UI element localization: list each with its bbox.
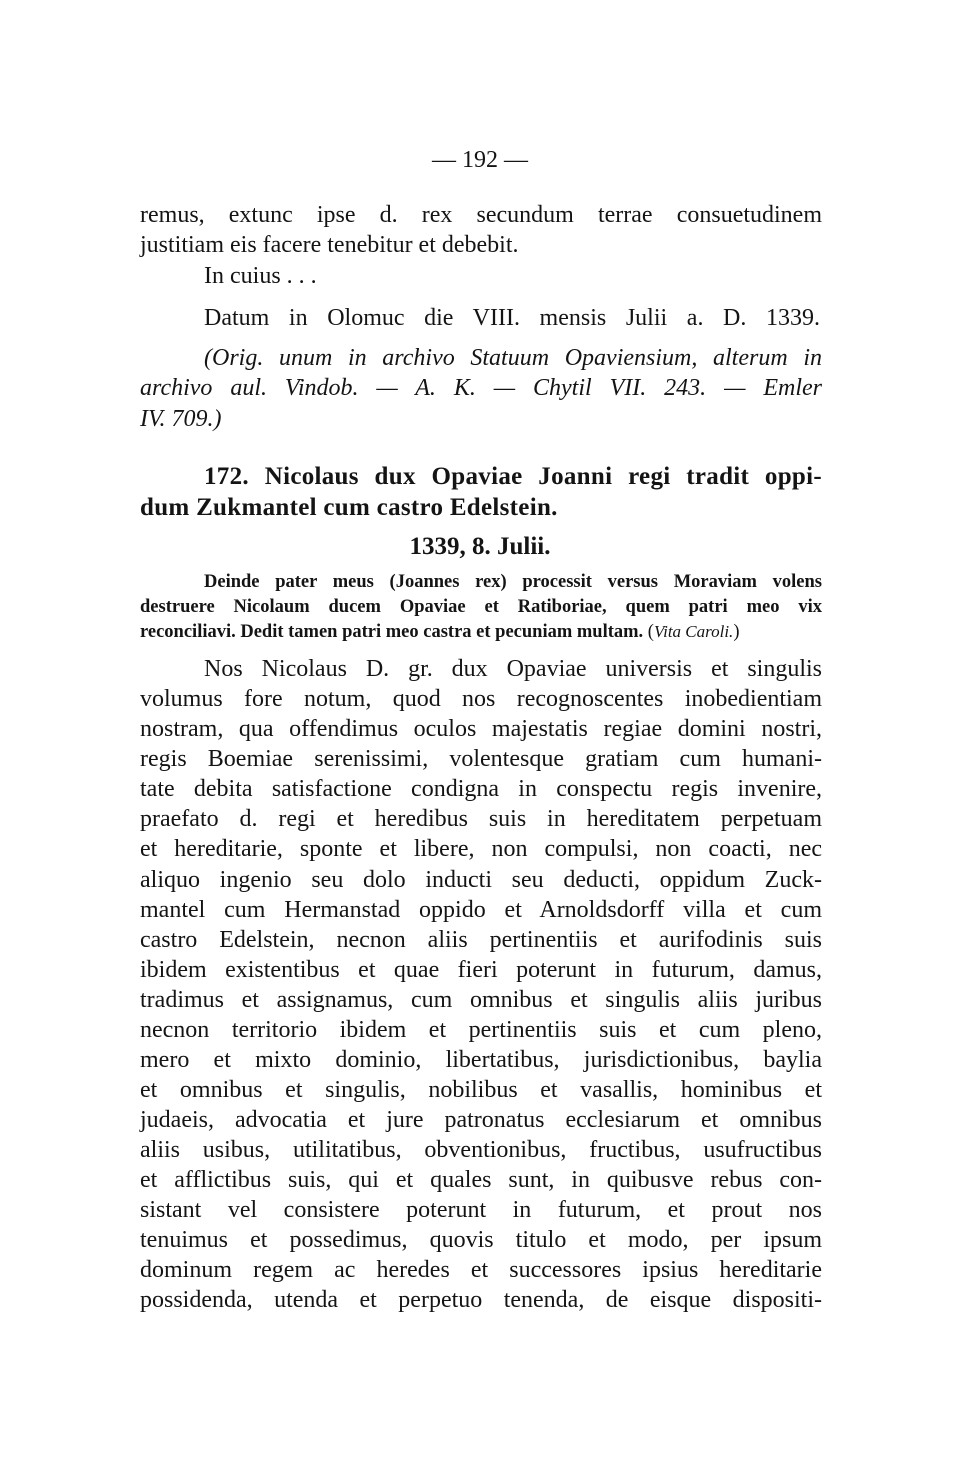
body-line: tenuimus et possedimus, quovis titulo et modo, per ipsum	[140, 1227, 822, 1253]
body-line: nostram, qua offendimus oculos majestatis regiae domini nostri,	[140, 716, 822, 742]
body-line: tradimus et assignamus, cum omnibus et singulis aliis juribus	[140, 987, 822, 1013]
note-source-paren: (	[647, 622, 654, 642]
body-line: volumus fore notum, quod nos recognoscentes inobedientiam	[140, 686, 822, 712]
chronicle-note-text: reconciliavi. Dedit tamen patri meo castra et pecuniam multam.	[140, 622, 644, 642]
chronicle-note-line: Deinde pater meus (Joannes rex) processit versus Moraviam volens	[204, 572, 822, 592]
body-line: Nos Nicolaus D. gr. dux Opaviae universis et singulis	[204, 656, 822, 682]
body-line: mantel cum Hermanstad oppido et Arnoldsdorff villa et cum	[140, 897, 822, 923]
body-line: castro Edelstein, necnon aliis pertinentiis et aurifodinis suis	[140, 927, 822, 953]
body-line: dominum regem ac heredes et successores ipsius hereditarie	[140, 1257, 822, 1283]
body-line: et hereditarie, sponte et libere, non compulsi, non coacti, nec	[140, 836, 822, 862]
chronicle-note-line	[140, 620, 822, 644]
body-line: possidenda, utenda et perpetuo tenenda, de eisque dispositi-	[140, 1287, 822, 1313]
chronicle-note-line: destruere Nicolaum ducem Opaviae et Ratiboriae, quem patri meo vix	[140, 597, 822, 617]
document-heading: dum Zukmantel cum castro Edelstein.	[140, 494, 558, 521]
document-heading: 172. Nicolaus dux Opaviae Joanni regi tradit oppi-	[204, 463, 822, 490]
body-line: aliis usibus, utilitatibus, obventionibus, fructibus, usufructibus	[140, 1137, 822, 1163]
date-line: Datum in Olomuc die VIII. mensis Julii a. D. 1339.	[204, 305, 820, 331]
body-line: judaeis, advocatia et jure patronatus ecclesiarum et omnibus	[140, 1107, 822, 1133]
source-citation: archivo aul. Vindob. — A. K. — Chytil VII. 243. — Emler	[140, 375, 822, 401]
note-source-paren: )	[733, 622, 740, 642]
body-line: et omnibus et singulis, nobilibus et vasallis, hominibus et	[140, 1077, 822, 1103]
body-line: mero et mixto dominio, libertatibus, jurisdictionibus, baylia	[140, 1047, 822, 1073]
body-line: necnon territorio ibidem et pertinentiis suis et cum pleno,	[140, 1017, 822, 1043]
text-line: remus, extunc ipse d. rex secundum terrae consuetudinem	[140, 202, 822, 228]
body-line: tate debita satisfactione condigna in conspectu regis invenire,	[140, 776, 822, 802]
document-date: 1339, 8. Julii.	[409, 533, 551, 560]
body-line: ibidem existentibus et quae fieri poterunt in futurum, damus,	[140, 957, 822, 983]
body-line: praefato d. regi et heredibus suis in hereditatem perpetuam	[140, 806, 822, 832]
text-line: justitiam eis facere tenebitur et debebit.	[140, 232, 519, 258]
text-line: In cuius . . .	[204, 263, 317, 289]
body-line: regis Boemiae serenissimi, volentesque gratiam cum humani-	[140, 746, 822, 772]
body-line: aliquo ingenio seu dolo inducti seu deducti, oppidum Zuck-	[140, 867, 822, 893]
source-citation: (Orig. unum in archivo Statuum Opaviensium, alterum in	[204, 345, 822, 371]
note-source-title: Vita Caroli.	[653, 622, 734, 641]
body-line: et afflictibus suis, qui et quales sunt, in quibusve rebus con-	[140, 1167, 822, 1193]
body-line: sistant vel consistere poterunt in futurum, et prout nos	[140, 1197, 822, 1223]
source-citation: IV. 709.)	[140, 406, 222, 432]
page-number: — 192 —	[432, 147, 528, 173]
